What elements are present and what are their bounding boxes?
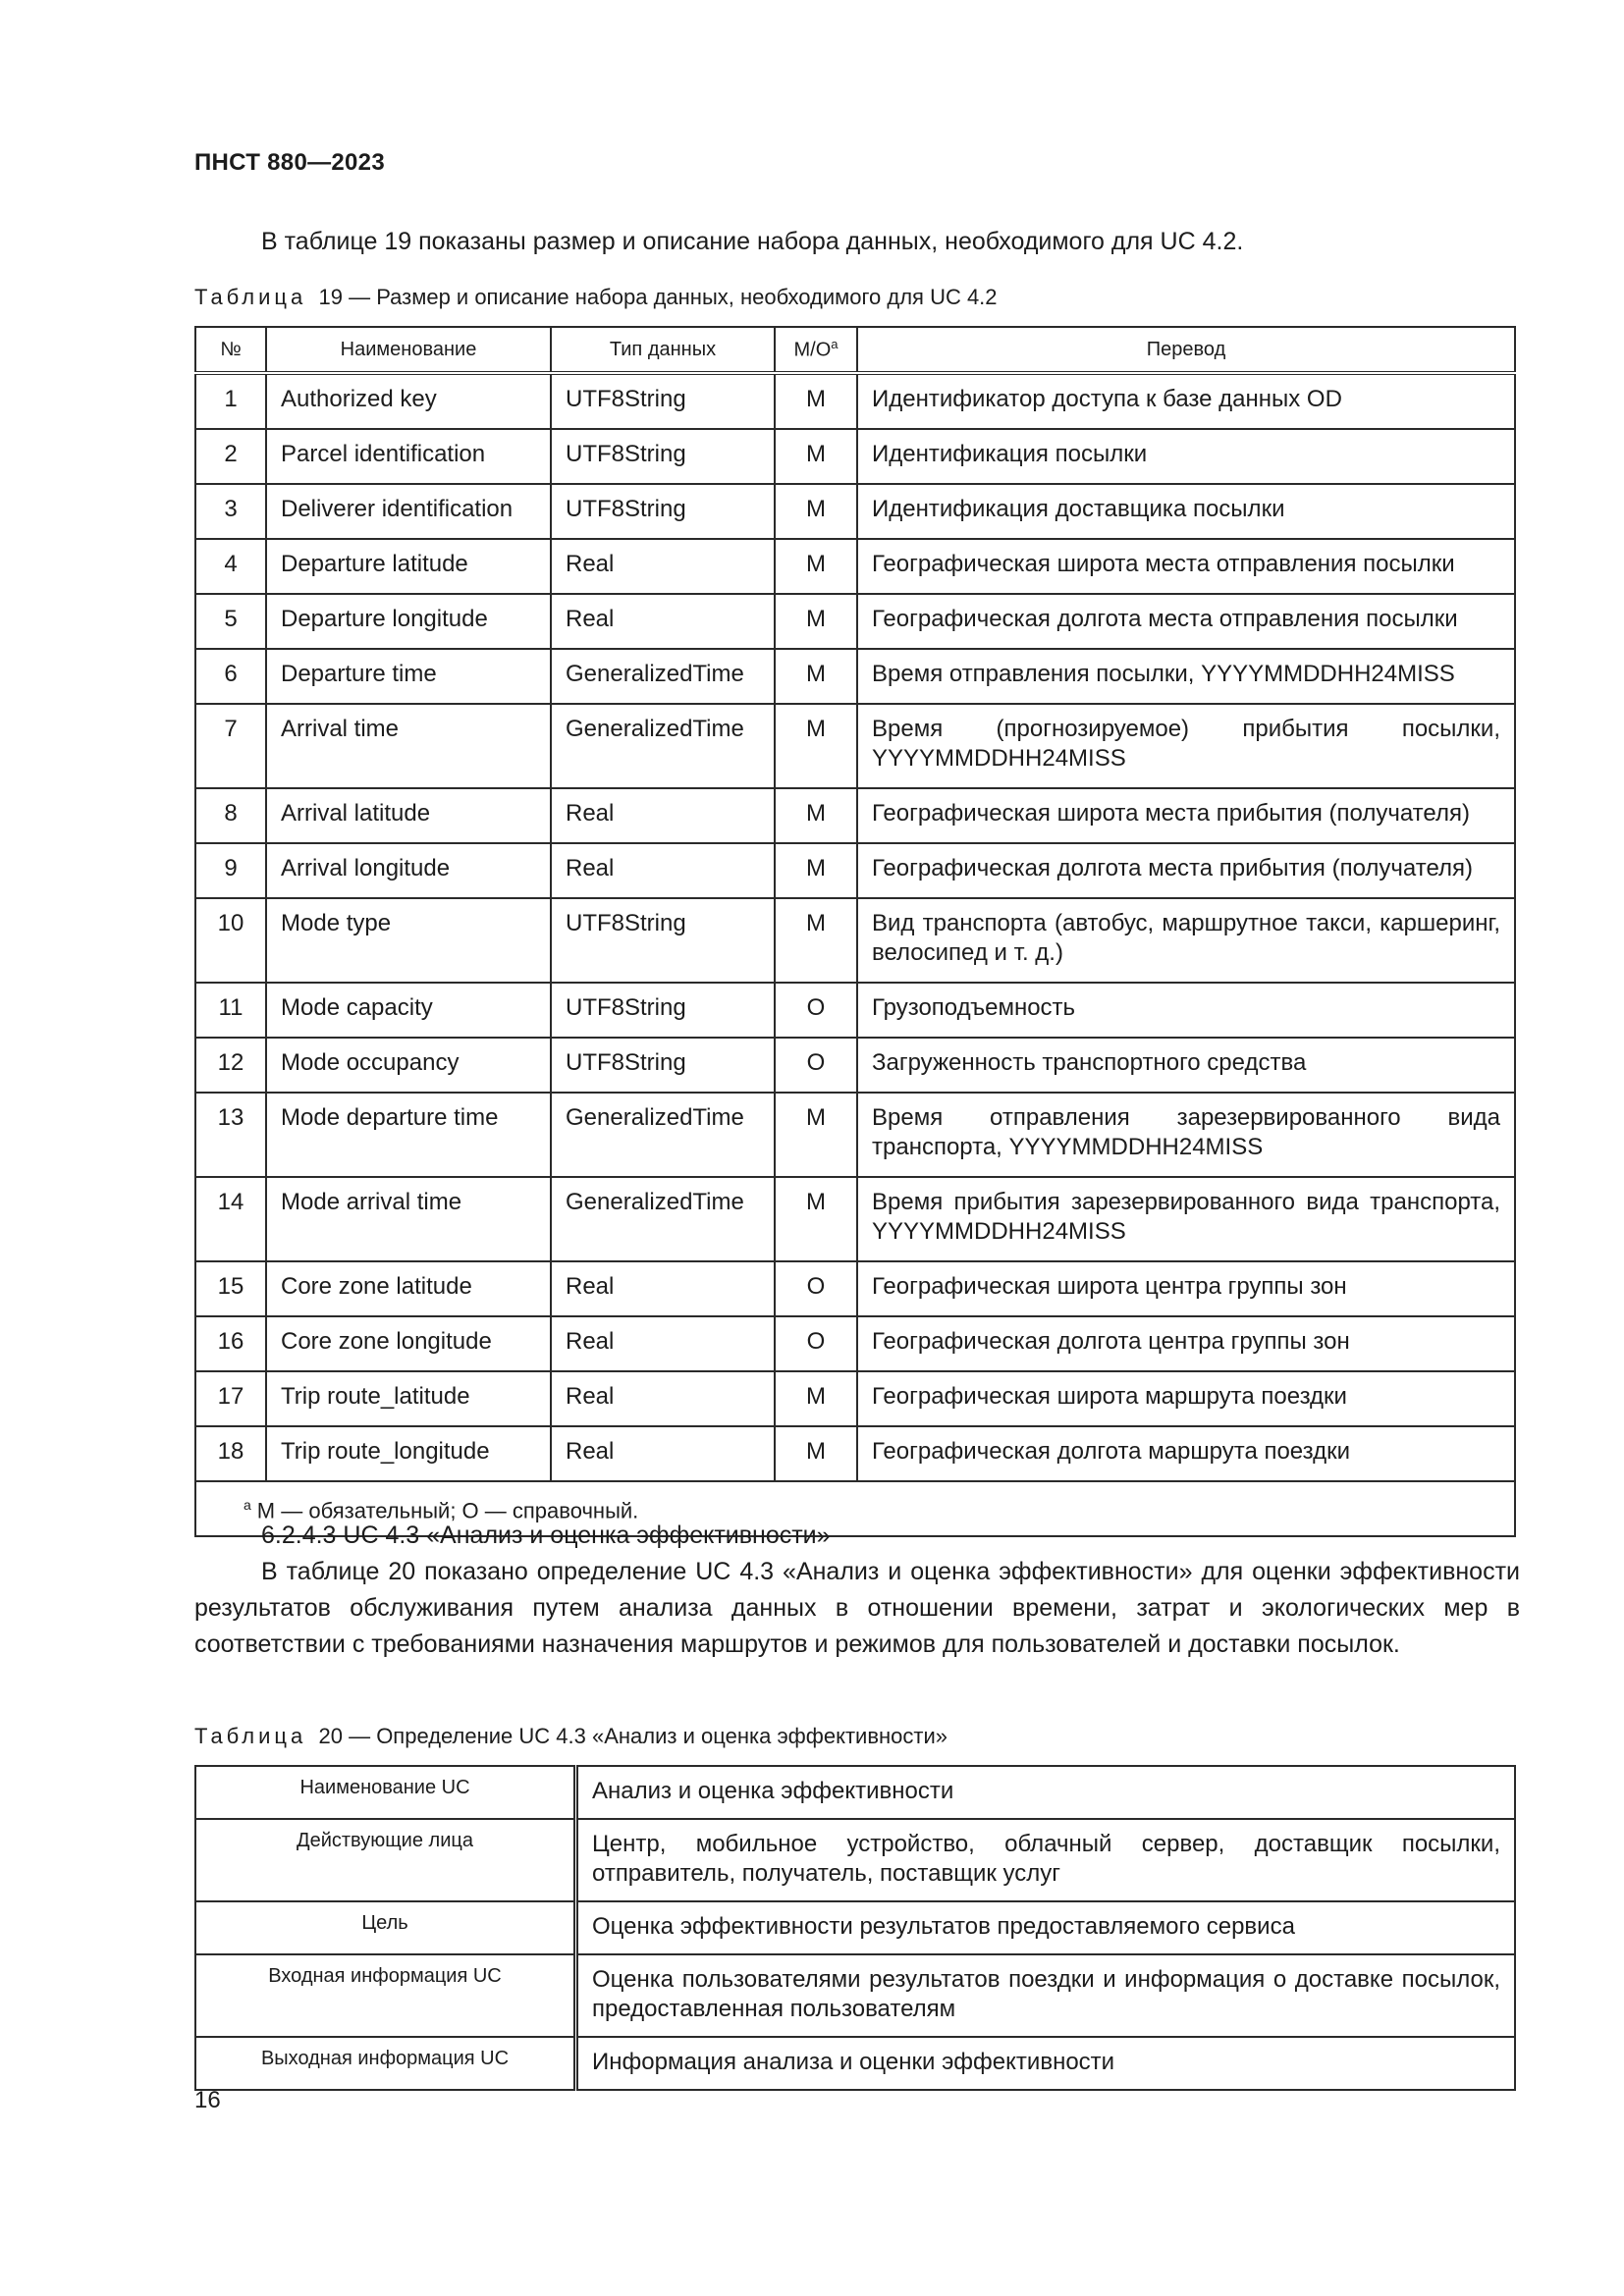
cell-num: 13 [195, 1093, 266, 1177]
cell-desc: Идентификатор доступа к базе данных OD [857, 373, 1515, 429]
cell-num: 3 [195, 484, 266, 539]
cell-type: GeneralizedTime [551, 704, 775, 788]
cell-name: Departure longitude [266, 594, 551, 649]
cell-name: Arrival time [266, 704, 551, 788]
table-19-row [195, 983, 1515, 1038]
cell-mo: M [775, 1093, 857, 1177]
cell-name: Parcel identification [266, 429, 551, 484]
cell-desc: Географическая широта места отправления посылки [857, 539, 1515, 594]
table-19-row [195, 898, 1515, 983]
cell-key: Выходная информация UC [195, 2037, 576, 2090]
cell-type: Real [551, 1261, 775, 1316]
table-20-caption-text: 20 — Определение UC 4.3 «Анализ и оценка эффективности» [318, 1724, 948, 1748]
intro-paragraph: В таблице 19 показаны размер и описание набора данных, необходимого для UC 4.2. [261, 228, 1244, 255]
cell-mo: M [775, 1426, 857, 1481]
cell-desc: Географическая широта центра группы зон [857, 1261, 1515, 1316]
cell-name: Trip route_latitude [266, 1371, 551, 1426]
section-heading: 6.2.4.3 UC 4.3 «Анализ и оценка эффективности» [261, 1522, 831, 1549]
table-20-row [195, 1954, 1515, 2037]
table-19-row [195, 1316, 1515, 1371]
cell-mo: O [775, 1038, 857, 1093]
table-20-row [195, 2037, 1515, 2090]
cell-mo: O [775, 983, 857, 1038]
cell-num: 14 [195, 1177, 266, 1261]
cell-name: Departure time [266, 649, 551, 704]
section-6-2-4-3 [194, 1518, 1520, 1663]
table-19-row [195, 1093, 1515, 1177]
cell-desc: Грузоподъемность [857, 983, 1515, 1038]
cell-type: Real [551, 843, 775, 898]
table-19-row [195, 484, 1515, 539]
cell-desc: Идентификация посылки [857, 429, 1515, 484]
cell-mo: M [775, 788, 857, 843]
cell-name: Mode type [266, 898, 551, 983]
cell-value: Оценка пользователями результатов поездки и информация о доставке посылок, предоставленная пользователям [576, 1954, 1516, 2037]
cell-num: 18 [195, 1426, 266, 1481]
cell-desc: Идентификация доставщика посылки [857, 484, 1515, 539]
cell-desc: Географическая долгота маршрута поездки [857, 1426, 1515, 1481]
table-19-row [195, 594, 1515, 649]
cell-name: Arrival latitude [266, 788, 551, 843]
cell-key: Входная информация UC [195, 1954, 576, 2037]
cell-num: 12 [195, 1038, 266, 1093]
table-19-row [195, 704, 1515, 788]
cell-type: Real [551, 1316, 775, 1371]
cell-name: Arrival longitude [266, 843, 551, 898]
cell-mo: M [775, 649, 857, 704]
cell-value: Оценка эффективности результатов предоставляемого сервиса [576, 1901, 1516, 1954]
cell-mo: M [775, 1177, 857, 1261]
cell-type: Real [551, 539, 775, 594]
table-19-row [195, 1261, 1515, 1316]
cell-mo: M [775, 373, 857, 429]
cell-mo: M [775, 594, 857, 649]
col-header-mo-text: М/О [793, 339, 832, 361]
page-number: 16 [194, 2087, 221, 2113]
cell-mo: M [775, 484, 857, 539]
table-20-row [195, 1766, 1515, 1819]
cell-type: Real [551, 594, 775, 649]
cell-num: 8 [195, 788, 266, 843]
cell-num: 4 [195, 539, 266, 594]
cell-desc: Загруженность транспортного средства [857, 1038, 1515, 1093]
cell-value: Анализ и оценка эффективности [576, 1766, 1516, 1819]
table-20-row [195, 1819, 1515, 1901]
cell-desc: Вид транспорта (автобус, маршрутное такси, каршеринг, велосипед и т. д.) [857, 898, 1515, 983]
cell-value: Информация анализа и оценки эффективности [576, 2037, 1516, 2090]
table-19-caption-label: Таблица [194, 285, 307, 309]
col-header-type: Тип данных [551, 327, 775, 373]
cell-type: Real [551, 1426, 775, 1481]
cell-type: UTF8String [551, 983, 775, 1038]
table-19-row [195, 1177, 1515, 1261]
table-19-row [195, 1371, 1515, 1426]
cell-num: 9 [195, 843, 266, 898]
cell-name: Mode arrival time [266, 1177, 551, 1261]
footnote-mark: a [244, 1497, 251, 1513]
section-body: В таблице 20 показано определение UC 4.3 «Анализ и оценка эффективности» для оценки эффективности результатов обслуживания путем анализа данных в отношении времени, затрат и экологических мер в соответствии с требованиями назначения маршрутов и режимов для пользователей и доставки посылок. [194, 1558, 1520, 1658]
cell-name: Departure latitude [266, 539, 551, 594]
table-19 [194, 326, 1516, 1537]
cell-mo: M [775, 843, 857, 898]
cell-desc: Время прибытия зарезервированного вида транспорта, YYYYMMDDHH24MISS [857, 1177, 1515, 1261]
cell-type: UTF8String [551, 484, 775, 539]
cell-desc: Географическая широта маршрута поездки [857, 1371, 1515, 1426]
cell-num: 7 [195, 704, 266, 788]
table-19-header-row [195, 327, 1515, 373]
cell-num: 17 [195, 1371, 266, 1426]
table-19-row [195, 1038, 1515, 1093]
cell-type: Real [551, 1371, 775, 1426]
table-19-row [195, 843, 1515, 898]
cell-name: Authorized key [266, 373, 551, 429]
cell-desc: Время отправления посылки, YYYYMMDDHH24MISS [857, 649, 1515, 704]
table-19-row [195, 649, 1515, 704]
cell-type: Real [551, 788, 775, 843]
footnote-text: М — обязательный; О — справочный. [256, 1498, 639, 1523]
table-19-row [195, 373, 1515, 429]
cell-mo: O [775, 1261, 857, 1316]
table-19-caption [194, 285, 998, 310]
col-header-mo [775, 327, 857, 373]
table-19-row [195, 429, 1515, 484]
cell-mo: M [775, 429, 857, 484]
cell-num: 10 [195, 898, 266, 983]
col-header-name: Наименование [266, 327, 551, 373]
cell-name: Core zone latitude [266, 1261, 551, 1316]
table-20-caption-label: Таблица [194, 1724, 307, 1748]
cell-key: Цель [195, 1901, 576, 1954]
cell-desc: Время (прогнозируемое) прибытия посылки, YYYYMMDDHH24MISS [857, 704, 1515, 788]
cell-num: 2 [195, 429, 266, 484]
cell-key: Действующие лица [195, 1819, 576, 1901]
cell-mo: M [775, 539, 857, 594]
table-19-row [195, 539, 1515, 594]
table-20-caption [194, 1724, 947, 1749]
cell-name: Deliverer identification [266, 484, 551, 539]
col-header-num: № [195, 327, 266, 373]
cell-num: 11 [195, 983, 266, 1038]
col-header-desc: Перевод [857, 327, 1515, 373]
col-header-mo-footnote-mark: a [831, 337, 839, 352]
cell-num: 6 [195, 649, 266, 704]
cell-value: Центр, мобильное устройство, облачный сервер, доставщик посылки, отправитель, получатель, поставщик услуг [576, 1819, 1516, 1901]
cell-name: Core zone longitude [266, 1316, 551, 1371]
table-20 [194, 1765, 1516, 2091]
table-19-caption-text: 19 — Размер и описание набора данных, необходимого для UC 4.2 [318, 285, 998, 309]
cell-mo: O [775, 1316, 857, 1371]
cell-desc: Географическая широта места прибытия (получателя) [857, 788, 1515, 843]
cell-desc: Географическая долгота места отправления посылки [857, 594, 1515, 649]
document-id: ПНСТ 880—2023 [194, 149, 385, 176]
cell-mo: M [775, 898, 857, 983]
cell-name: Mode departure time [266, 1093, 551, 1177]
table-19-row [195, 1426, 1515, 1481]
cell-desc: Географическая долгота места прибытия (получателя) [857, 843, 1515, 898]
cell-desc: Время отправления зарезервированного вида транспорта, YYYYMMDDHH24MISS [857, 1093, 1515, 1177]
cell-type: GeneralizedTime [551, 1177, 775, 1261]
cell-num: 16 [195, 1316, 266, 1371]
cell-name: Mode capacity [266, 983, 551, 1038]
cell-type: GeneralizedTime [551, 1093, 775, 1177]
table-20-row [195, 1901, 1515, 1954]
cell-type: UTF8String [551, 429, 775, 484]
cell-name: Mode occupancy [266, 1038, 551, 1093]
cell-num: 15 [195, 1261, 266, 1316]
table-19-row [195, 788, 1515, 843]
cell-type: UTF8String [551, 898, 775, 983]
cell-mo: M [775, 1371, 857, 1426]
cell-key: Наименование UC [195, 1766, 576, 1819]
cell-desc: Географическая долгота центра группы зон [857, 1316, 1515, 1371]
cell-type: UTF8String [551, 373, 775, 429]
cell-num: 1 [195, 373, 266, 429]
cell-num: 5 [195, 594, 266, 649]
cell-type: GeneralizedTime [551, 649, 775, 704]
cell-mo: M [775, 704, 857, 788]
cell-type: UTF8String [551, 1038, 775, 1093]
cell-name: Trip route_longitude [266, 1426, 551, 1481]
